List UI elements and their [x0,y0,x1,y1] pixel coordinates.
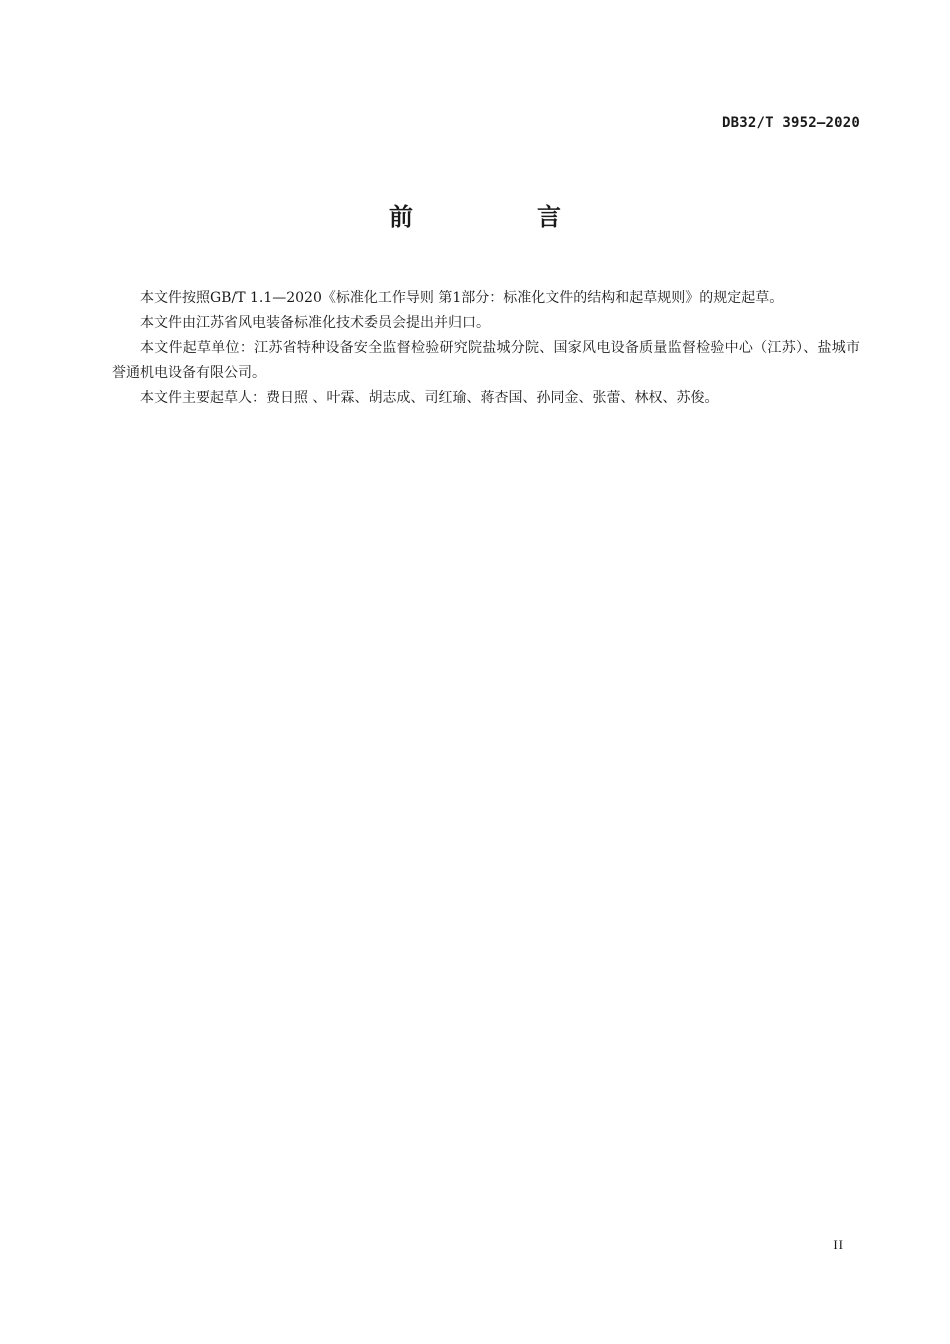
paragraph-drafting-rules: 本文件按照GB/T 1.1—2020《标准化工作导则 第1部分：标准化文件的结构和起草规则》的规定起草。 [140,290,784,306]
page-number: II [833,1237,844,1252]
foreword-body [112,286,860,411]
section-title: 前 言 [389,203,611,231]
paragraph-drafting-units: 本文件起草单位：江苏省特种设备安全监督检验研究院盐城分院、国家风电设备质量监督检验中心（江苏）、盐城市誉通机电设备有限公司。 [112,340,860,381]
paragraph-proposer: 本文件由江苏省风电装备标准化技术委员会提出并归口。 [140,315,490,331]
document-code: DB32/T 3952—2020 [721,115,860,131]
paragraph-drafters: 本文件主要起草人：费日照 、叶霖、胡志成、司红瑜、蒋杏国、孙同金、张蕾、林权、苏俊。 [140,390,719,406]
